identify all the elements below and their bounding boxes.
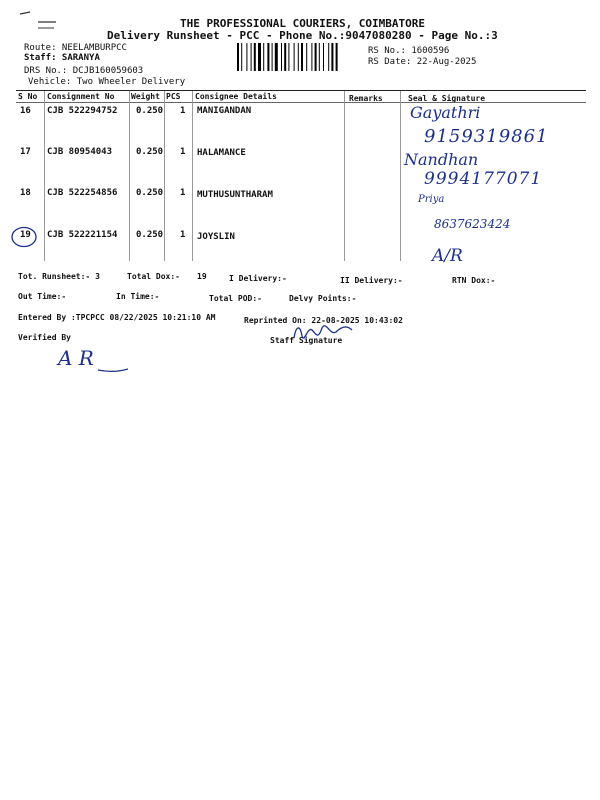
- row-consignee: JOYSLIN: [197, 232, 235, 242]
- verified-signature: A R: [58, 346, 94, 370]
- barcode: [237, 43, 365, 71]
- handwritten-phone: 9994177071: [424, 169, 543, 189]
- barcode-bar: [288, 43, 289, 71]
- rs-number: RS No.: 1600596: [368, 46, 450, 56]
- row-weight: 0.250: [136, 188, 164, 198]
- handwritten-name: Gayathri: [410, 103, 481, 122]
- delvy-points: Delvy Points:-: [289, 294, 357, 303]
- row-consignment: CJB 522221154: [47, 230, 118, 240]
- barcode-bar: [254, 43, 256, 71]
- row-sno: 17: [20, 147, 31, 157]
- col-separator: [400, 91, 401, 261]
- barcode-bar: [272, 43, 273, 71]
- barcode-bar: [251, 43, 252, 71]
- rs-date: RS Date: 22-Aug-2025: [368, 57, 477, 67]
- barcode-bar: [306, 43, 307, 71]
- barcode-bar: [323, 43, 324, 71]
- handwritten-name: Priya: [418, 194, 445, 205]
- col-weight: Weight: [131, 92, 160, 101]
- col-sno: S No: [18, 92, 38, 101]
- col-seal: Seal & Signature: [408, 94, 486, 103]
- table-top-rule: [16, 90, 586, 91]
- row-pcs: 1: [180, 106, 186, 116]
- row-weight: 0.250: [136, 230, 164, 240]
- barcode-bar: [241, 43, 242, 71]
- staff-signature-label: Staff Signature: [270, 336, 343, 345]
- row-consignee: HALAMANCE: [197, 148, 246, 158]
- staff-label: Staff: SARANYA: [24, 53, 100, 63]
- barcode-bar: [301, 43, 303, 71]
- barcode-bar: [328, 43, 329, 71]
- row-sno: 18: [20, 188, 31, 198]
- route-label: Route: NEELAMBURPCC: [24, 43, 127, 53]
- row-consignment: CJB 522254856: [47, 188, 118, 198]
- row-pcs: 1: [180, 188, 186, 198]
- row-weight: 0.250: [136, 147, 164, 157]
- barcode-bar: [284, 43, 286, 71]
- col-remarks: Remarks: [349, 94, 383, 103]
- handwritten-name: Nandhan: [404, 150, 479, 169]
- row-sno: 19: [20, 230, 31, 240]
- col-separator: [344, 91, 345, 261]
- barcode-bar: [311, 43, 312, 71]
- col-consignee: Consignee Details: [195, 92, 277, 101]
- row-weight: 0.250: [136, 106, 164, 116]
- total-pod: Total POD:-: [209, 294, 262, 303]
- company-title: THE PROFESSIONAL COURIERS, COIMBATORE: [180, 17, 426, 30]
- barcode-bar: [294, 43, 295, 71]
- row-consignment: CJB 522294752: [47, 106, 118, 116]
- reprinted-on: Reprinted On: 22-08-2025 10:43:02: [244, 316, 403, 325]
- handwritten-phone: 9159319861: [424, 126, 549, 147]
- scan-mark: [18, 8, 58, 38]
- staff-signature-scribble: [290, 318, 360, 348]
- barcode-bar: [331, 43, 333, 71]
- col-consignment: Consignment No: [47, 92, 115, 101]
- row-consignee: MUTHUSUNTHARAM: [197, 190, 273, 200]
- barcode-bar: [237, 43, 239, 71]
- col-separator: [164, 91, 165, 261]
- col-separator: [192, 91, 193, 261]
- verified-signature-tail: [96, 366, 136, 376]
- row-consignment: CJB 80954043: [47, 147, 113, 157]
- barcode-bar: [263, 43, 264, 71]
- barcode-bar: [246, 43, 247, 71]
- drs-number: DRS No.: DCJB160059603: [24, 66, 144, 76]
- runsheet-title: Delivery Runsheet - PCC - Phone No.:9047080280 - Page No.:3: [107, 29, 498, 42]
- total-dox-value: 19: [197, 272, 207, 281]
- i-delivery: I Delivery:-: [229, 274, 287, 283]
- col-separator: [129, 91, 130, 261]
- row-consignee: MANIGANDAN: [197, 106, 252, 116]
- barcode-bar: [336, 43, 338, 71]
- row-sno: 16: [20, 106, 31, 116]
- vehicle-label: Vehicle: Two Wheeler Delivery: [28, 77, 186, 87]
- rtn-dox: RTN Dox:-: [452, 276, 496, 285]
- handwritten-phone: 8637623424: [434, 217, 511, 231]
- entered-by: Entered By :TPCPCC 08/22/2025 10:21:10 AM: [18, 313, 216, 322]
- total-dox-label: Total Dox:-: [127, 272, 180, 281]
- col-separator: [44, 91, 45, 261]
- handwritten-signature: A/R: [432, 246, 463, 266]
- verified-by: Verified By: [18, 333, 71, 342]
- barcode-bar: [267, 43, 269, 71]
- tot-runsheet: Tot. Runsheet:- 3: [18, 272, 100, 281]
- barcode-bar: [298, 43, 299, 71]
- row-pcs: 1: [180, 147, 186, 157]
- barcode-bar: [281, 43, 282, 71]
- out-time: Out Time:-: [18, 292, 67, 301]
- row-pcs: 1: [180, 230, 186, 240]
- col-pcs: PCS: [166, 92, 181, 101]
- table-header-rule: [16, 102, 586, 103]
- ii-delivery: II Delivery:-: [340, 276, 403, 285]
- barcode-bar: [258, 43, 261, 71]
- barcode-bar: [275, 43, 278, 71]
- barcode-bar: [319, 43, 320, 71]
- barcode-bar: [315, 43, 317, 71]
- in-time: In Time:-: [116, 292, 160, 301]
